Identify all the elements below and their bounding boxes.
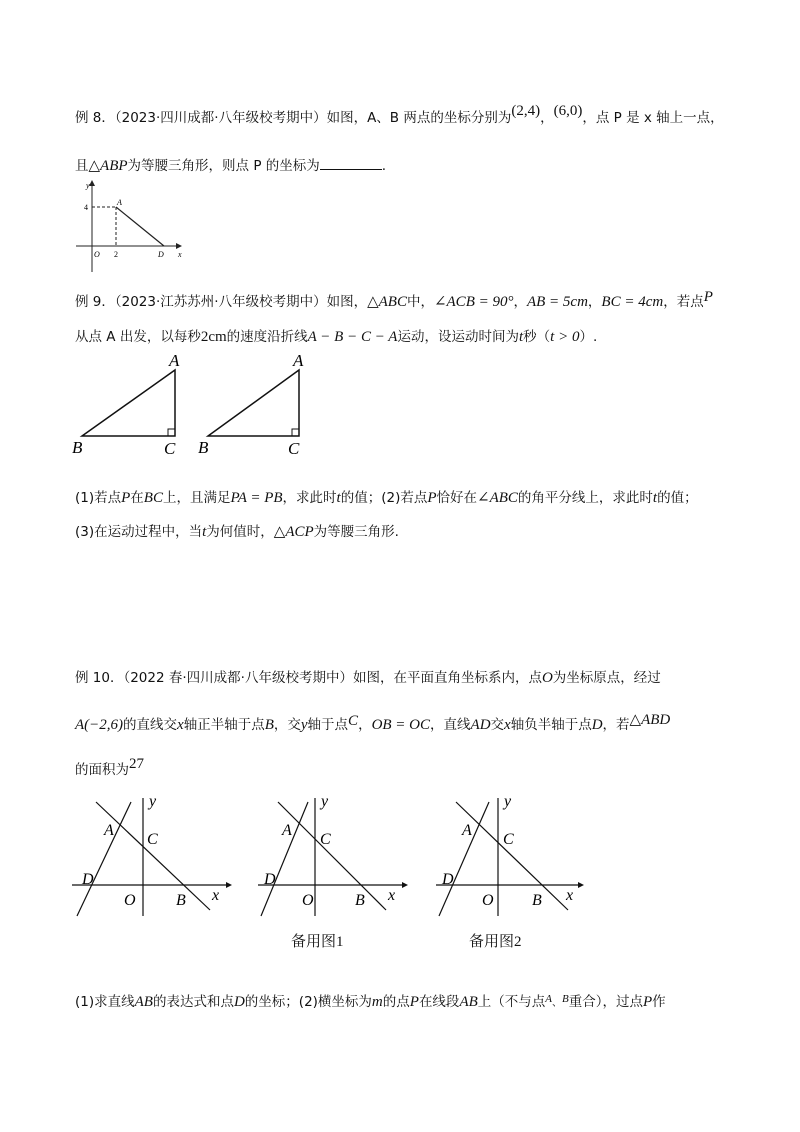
label-c: C: [320, 831, 331, 848]
ab-length: AB = 5cm: [526, 294, 588, 310]
label-x: x: [566, 887, 574, 904]
label-y: y: [321, 793, 329, 810]
label-o: O: [124, 892, 136, 909]
label-4: 4: [84, 203, 88, 212]
label-d: D: [82, 871, 94, 888]
ex9-figure-1: [72, 350, 192, 460]
speed: 2cm: [200, 329, 227, 345]
ex9-question-3: (3)在运动过程中，当t为何值时，△ACP为等腰三角形.: [75, 524, 399, 540]
ex10-question: (1)求直线AB的表达式和点D的坐标；(2)横坐标为m的点P在线段AB上（不与点$^A$、$^B$重合），过点P作: [75, 993, 666, 1010]
ex10-figure-main: [72, 792, 242, 922]
coord-b: (6,0): [553, 103, 583, 119]
label-y: y: [504, 793, 512, 810]
ex9-figure-2: [198, 350, 318, 460]
bc-length: BC = 4cm: [601, 294, 664, 310]
label-x: x: [388, 887, 396, 904]
coord-a: (2,4): [511, 103, 541, 119]
caption-backup-1: 备用图1: [291, 934, 344, 950]
label-c: C: [164, 439, 176, 458]
label-a: A: [117, 198, 122, 207]
label-b: B: [355, 892, 365, 909]
x-arrow-icon: [176, 243, 182, 249]
ex8-figure: [72, 178, 192, 278]
ex9-line2: 从点 A 出发，以每秒2cm的速度沿折线A − B − C − A运动，设运动时间为t秒（t > 0）.: [75, 329, 598, 345]
label-y: y: [149, 793, 157, 810]
triangle-abc: △ABC: [367, 294, 407, 310]
ex10-figure-backup-1: [258, 792, 428, 922]
ex10-line3: 的面积为27: [75, 756, 144, 778]
right-angle-mark: [168, 429, 175, 436]
area-value: 27: [129, 756, 144, 772]
line-ad: [261, 802, 308, 916]
line-ab: [278, 802, 386, 910]
label-o: O: [482, 892, 494, 909]
triangle: [82, 370, 175, 436]
label-2: 2: [114, 250, 118, 259]
x-arrow-icon: [578, 882, 584, 888]
triangle-abp: △ABP: [88, 158, 128, 174]
label-b: B: [176, 892, 186, 909]
ex8-line2: 且△ABP为等腰三角形，则点 P 的坐标为 .: [75, 155, 386, 176]
label-a: A: [282, 822, 292, 839]
ex8-text: 例 8．（2023·四川成都·八年级校考期中）如图，A、B 两点的坐标分别为: [75, 110, 512, 126]
label-y: y: [86, 181, 90, 190]
label-x: x: [212, 887, 220, 904]
label-d: D: [158, 250, 164, 259]
label-o: O: [302, 892, 314, 909]
y-arrow-icon: [89, 180, 95, 186]
caption-backup-2: 备用图2: [469, 934, 522, 950]
segment-ab: [116, 207, 164, 246]
label-a: A: [462, 822, 472, 839]
right-angle-mark: [292, 429, 299, 436]
label-b: B: [72, 438, 83, 457]
label-b: B: [532, 892, 542, 909]
ex10-figure-backup-2: [436, 792, 606, 922]
answer-blank[interactable]: [320, 155, 382, 170]
line-ab: [96, 802, 210, 910]
angle-acb: ∠ACB = 90°: [433, 294, 514, 310]
label-a: A: [169, 351, 180, 370]
path: A − B − C − A: [307, 329, 398, 345]
ex9-line1: 例 9．（2023·江苏苏州·八年级校考期中）如图，△ABC中，∠ACB = 90°，AB = 5cm，BC = 4cm，若点P: [75, 289, 713, 310]
point-a: A(−2,6): [75, 717, 124, 733]
triangle: [208, 370, 299, 436]
label-a: A: [293, 351, 304, 370]
label-c: C: [147, 831, 158, 848]
label-b: B: [198, 438, 209, 457]
label-d: D: [442, 871, 454, 888]
ex10-line2: A(−2,6)的直线交x轴正半轴于点B，交y轴于点C，OB = OC，直线AD交x轴负半轴于点D，若△ABD: [75, 712, 671, 733]
ex9-question-1-2: (1)若点P在BC上，且满足PA = PB，求此时t的值；(2)若点P恰好在∠ABC的角平分线上，求此时t的值；: [75, 490, 698, 506]
label-c: C: [503, 831, 514, 848]
label-c: C: [288, 439, 300, 458]
label-o: O: [94, 250, 100, 259]
label-x: x: [178, 250, 182, 259]
line-ab: [456, 802, 568, 910]
ex10-line1: 例 10．（2022 春·四川成都·八年级校考期中）如图，在平面直角坐标系内，点O为坐标原点，经过: [75, 670, 661, 686]
label-d: D: [264, 871, 276, 888]
line-ad: [77, 802, 131, 916]
ex8-line1: 例 8．（2023·四川成都·八年级校考期中）如图，A、B 两点的坐标分别为(2,4)，(6,0)，点 P 是 x 轴上一点，: [75, 103, 724, 126]
x-arrow-icon: [402, 882, 408, 888]
label-a: A: [104, 822, 114, 839]
x-arrow-icon: [226, 882, 232, 888]
